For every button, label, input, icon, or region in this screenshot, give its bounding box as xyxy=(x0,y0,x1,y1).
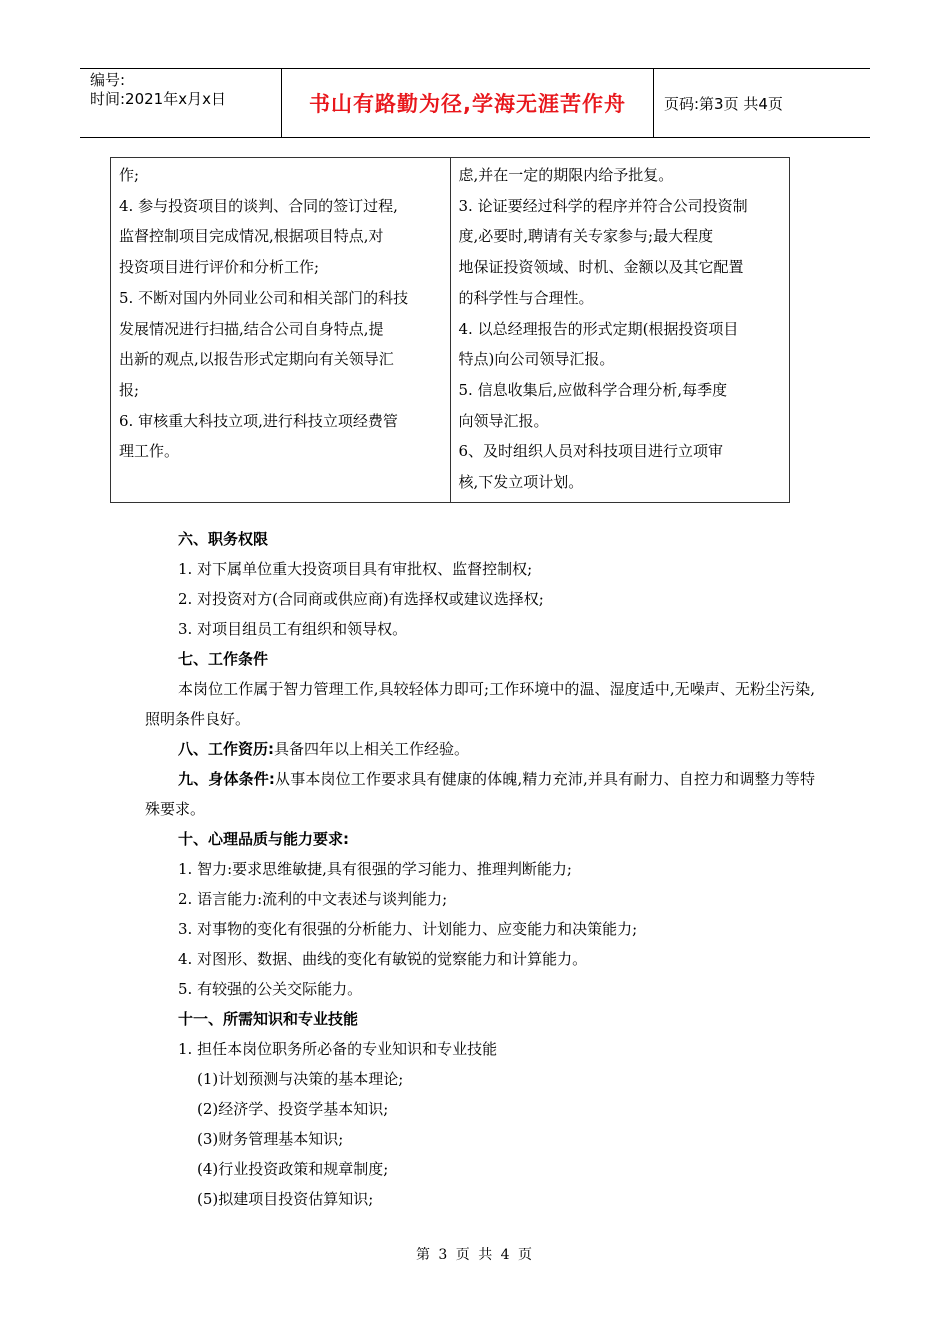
list-item: 1. 对下属单位重大投资项目具有审批权、监督控制权; xyxy=(178,560,533,578)
section-heading: 七、工作条件 xyxy=(178,650,269,668)
document-body xyxy=(145,524,815,1214)
header-page-info: 页码:第3页 共4页 xyxy=(664,94,783,113)
paragraph: 本岗位工作属于智力管理工作,具较轻体力即可;工作环境中的温、湿度适中,无噪声、无粉尘污染,照明条件良好。 xyxy=(145,680,815,728)
page-header xyxy=(80,68,870,138)
section-title: 九、身体条件: xyxy=(178,770,275,788)
list-item: 3. 对项目组员工有组织和领导权。 xyxy=(178,620,408,638)
cell-line: 出新的观点,以报告形式定期向有关领导汇 xyxy=(119,350,394,369)
section-heading: 十一、所需知识和专业技能 xyxy=(178,1010,359,1028)
cell-line: 报; xyxy=(119,380,140,399)
document-time: 时间:2021年x月x日 xyxy=(90,90,226,108)
cell-line: 特点)向公司领导汇报。 xyxy=(458,350,615,369)
sub-list-item: (5)拟建项目投资估算知识; xyxy=(197,1190,374,1208)
cell-line: 4. 以总经理报告的形式定期(根据投资项目 xyxy=(458,319,739,338)
cell-line: 的科学性与合理性。 xyxy=(458,288,594,307)
list-item: 1. 智力:要求思维敏捷,具有很强的学习能力、推理判断能力; xyxy=(178,860,572,878)
section-heading: 六、职务权限 xyxy=(178,530,269,548)
list-item: 4. 对图形、数据、曲线的变化有敏锐的觉察能力和计算能力。 xyxy=(178,950,588,968)
cell-line: 向领导汇报。 xyxy=(458,411,549,430)
section-title: 八、工作资历: xyxy=(178,740,274,758)
cell-line: 6、及时组织人员对科技项目进行立项审 xyxy=(458,442,724,461)
sub-list-item: (4)行业投资政策和规章制度; xyxy=(197,1160,389,1178)
header-meta xyxy=(80,69,282,137)
cell-line: 投资项目进行评价和分析工作; xyxy=(119,258,320,277)
section-text: 具备四年以上相关工作经验。 xyxy=(274,740,470,758)
document-number: 编号: xyxy=(90,71,126,89)
section-heading: 十、心理品质与能力要求: xyxy=(178,830,349,848)
table-row xyxy=(111,158,790,503)
sub-list-item: (2)经济学、投资学基本知识; xyxy=(197,1100,389,1118)
cell-line: 5. 信息收集后,应做科学合理分析,每季度 xyxy=(458,380,728,399)
cell-line: 地保证投资领域、时机、金额以及其它配置 xyxy=(458,258,744,277)
sub-list-item: (3)财务管理基本知识; xyxy=(197,1130,344,1148)
cell-line: 监督控制项目完成情况,根据项目特点,对 xyxy=(119,227,384,246)
list-item: 5. 有较强的公关交际能力。 xyxy=(178,980,363,998)
cell-line: 5. 不断对国内外同业公司和相关部门的科技 xyxy=(119,288,409,307)
page-footer: 第 3 页 共 4 页 xyxy=(415,1247,535,1263)
header-motto: 书山有路勤为径,学海无涯苦作舟 xyxy=(282,69,654,137)
list-item: 2. 对投资对方(合同商或供应商)有选择权或建议选择权; xyxy=(178,590,544,608)
cell-line: 虑,并在一定的期限内给予批复。 xyxy=(458,166,674,184)
cell-line: 理工作。 xyxy=(119,442,180,461)
list-item: 2. 语言能力:流利的中文表述与谈判能力; xyxy=(178,890,448,908)
cell-line: 发展情况进行扫描,结合公司自身特点,提 xyxy=(119,319,384,338)
duty-table xyxy=(110,157,790,503)
paragraph xyxy=(145,764,815,824)
sub-list-item: (1)计划预测与决策的基本理论; xyxy=(197,1070,404,1088)
section-heading-inline xyxy=(145,734,815,764)
table-cell-left xyxy=(111,158,451,503)
table-cell-right xyxy=(450,158,790,503)
cell-line: 核,下发立项计划。 xyxy=(458,473,584,492)
cell-line: 4. 参与投资项目的谈判、合同的签订过程, xyxy=(119,196,398,215)
cell-line: 作; xyxy=(119,166,140,184)
cell-line: 度,必要时,聘请有关专家参与;最大程度 xyxy=(458,227,714,246)
list-item: 3. 对事物的变化有很强的分析能力、计划能力、应变能力和决策能力; xyxy=(178,920,638,938)
cell-line: 3. 论证要经过科学的程序并符合公司投资制 xyxy=(458,196,748,215)
list-item: 1. 担任本岗位职务所必备的专业知识和专业技能 xyxy=(178,1040,498,1058)
section-text: 从事本岗位工作要求具有健康的体魄,精力充沛,并具有耐力、自控力和调整力等特殊要求。 xyxy=(145,770,815,818)
cell-line: 6. 审核重大科技立项,进行科技立项经费管 xyxy=(119,411,398,430)
